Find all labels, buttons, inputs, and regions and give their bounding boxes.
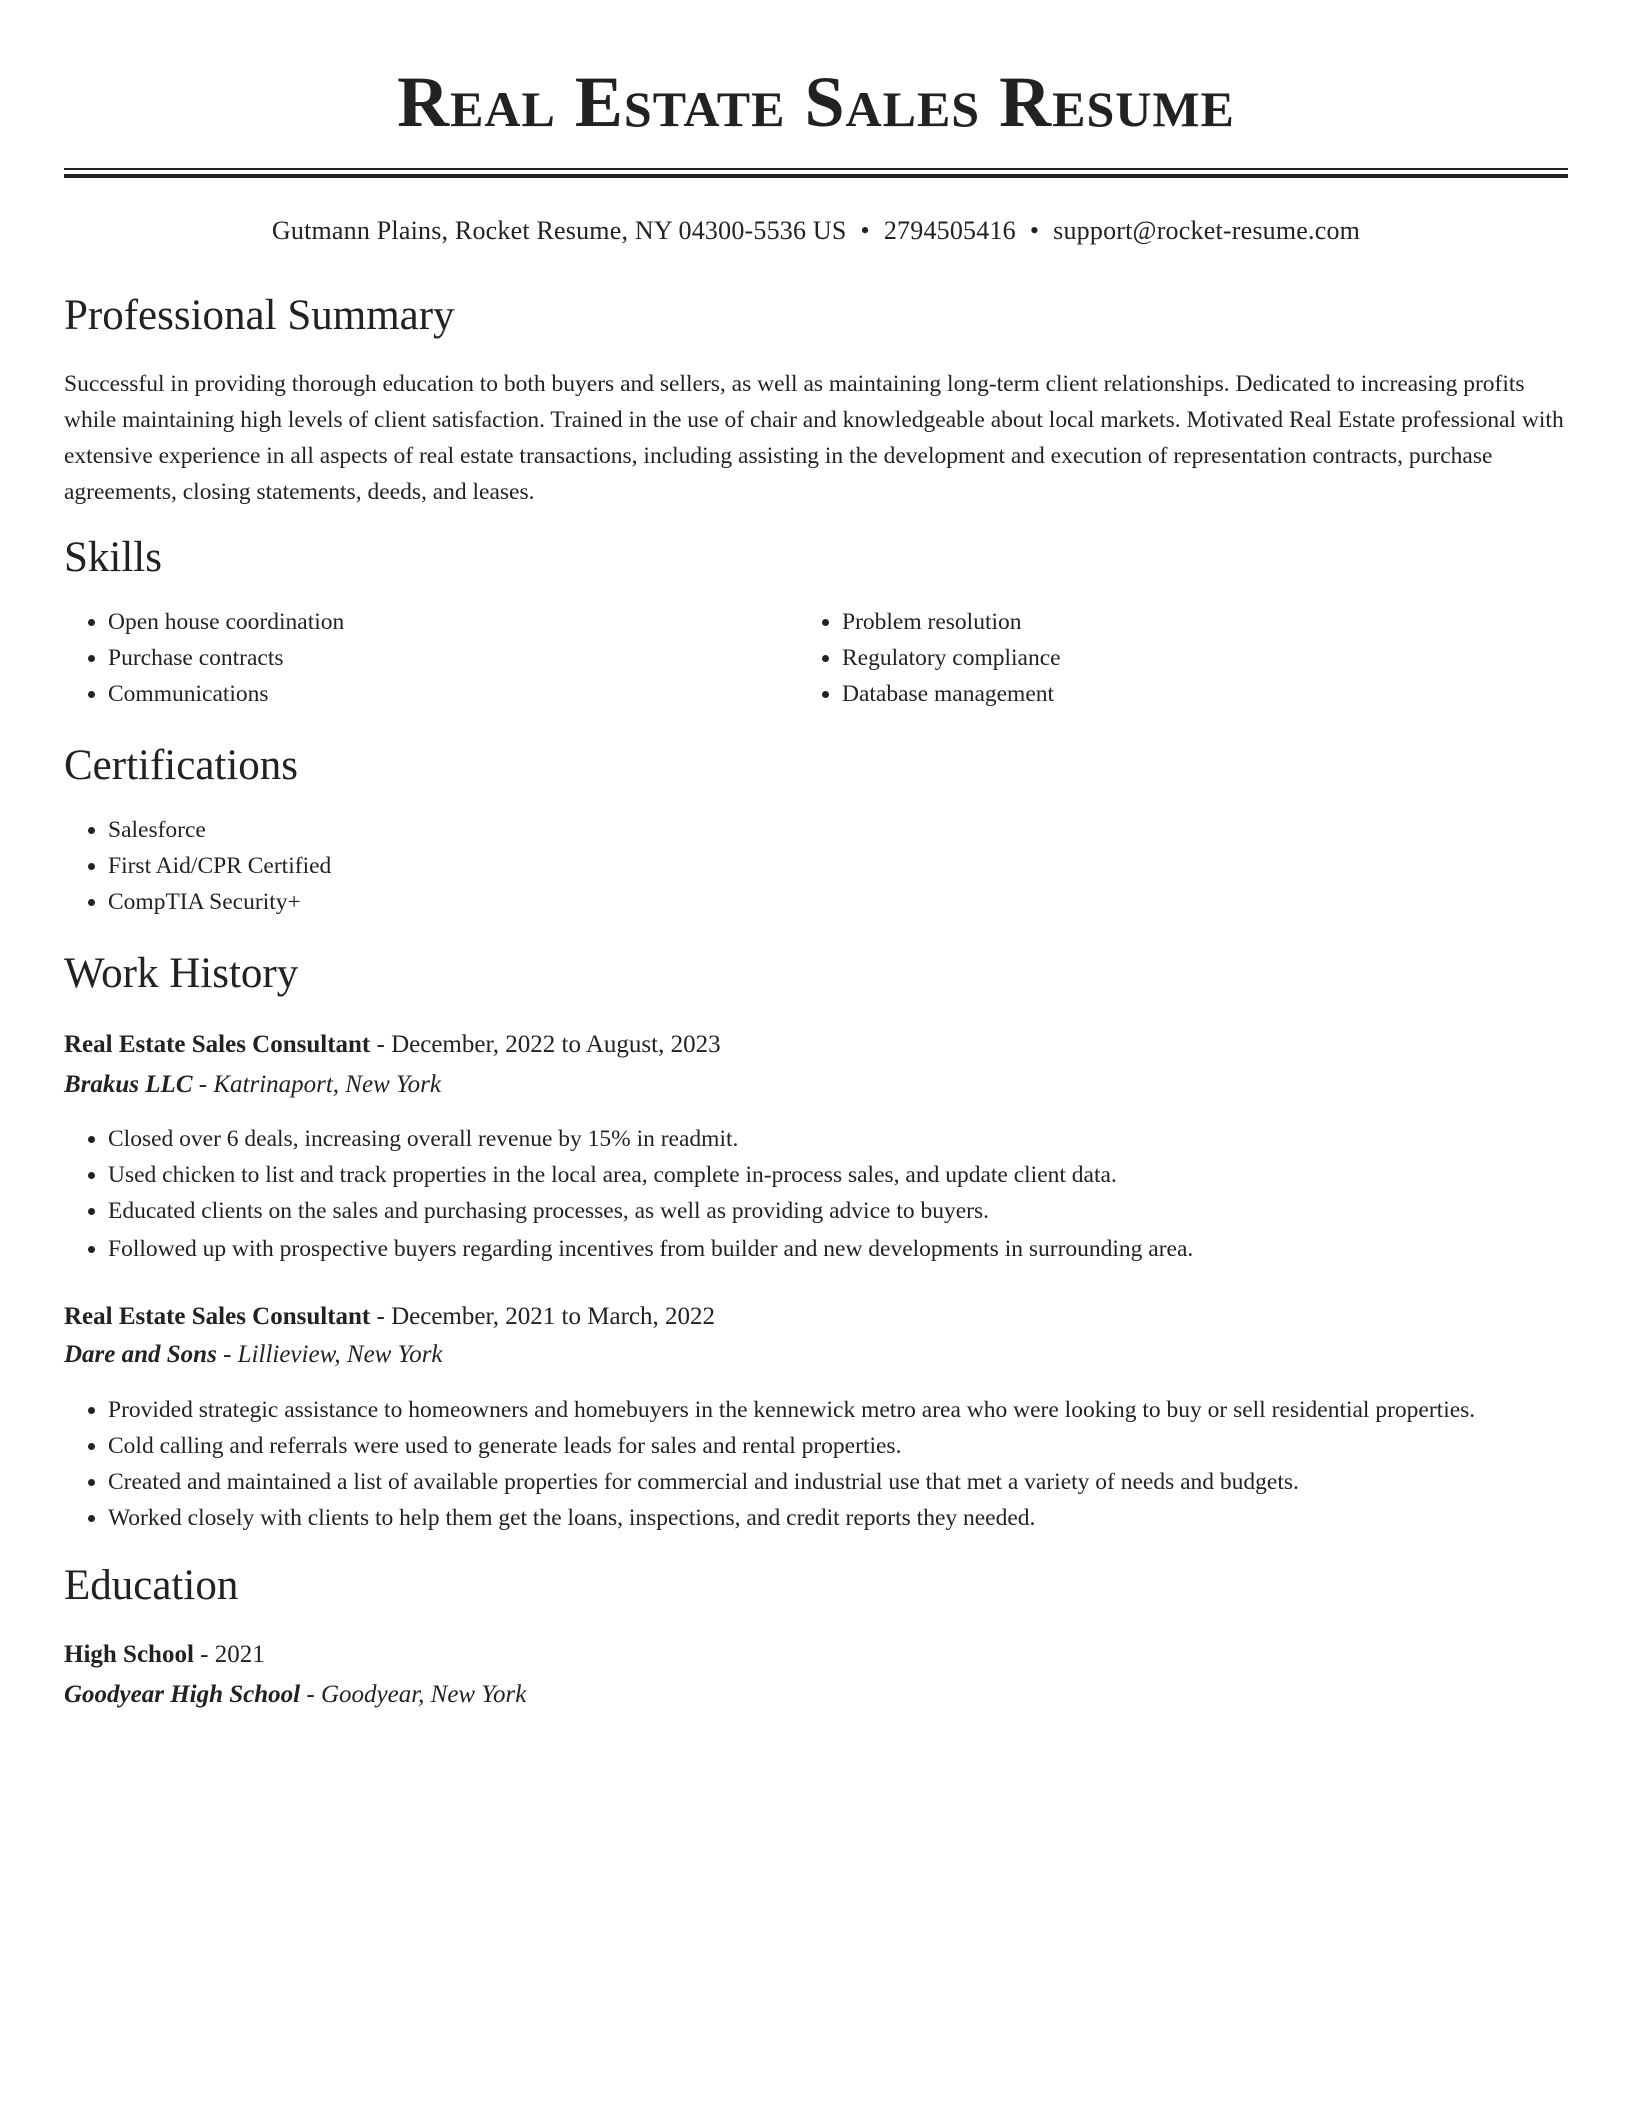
education-school: Goodyear High School [64,1681,301,1708]
job-duty-item: • Provided strategic assistance to homeowners and homebuyers in the kennewick metro area who were looking to buy or sell residential properties. [108,1392,1612,1428]
certifications-list [64,812,1508,920]
summary-heading: Professional Summary [64,292,455,339]
job-title: Real Estate Sales Consultant [64,1303,371,1330]
skill-item: • Open house coordination [108,604,798,640]
contact-separator: • [860,216,870,245]
skills-heading: Skills [64,534,162,581]
contact-line [64,214,1568,248]
job-duties-list [64,1392,1612,1536]
job-location: - Lillieview, New York [216,1341,443,1368]
contact-email: support@rocket-resume.com [1053,216,1361,245]
skills-list-right [798,604,1542,712]
job-company: Brakus LLC [64,1071,193,1098]
job-duty-item: • Closed over 6 deals, increasing overall revenue by 15% in readmit. [108,1121,1568,1157]
education-heading: Education [64,1562,239,1609]
education-school-line [64,1678,526,1712]
certifications-heading: Certifications [64,742,299,789]
summary-text: Successful in providing thorough education to both buyers and sellers, as well as maintaining long-term client relationships. Dedicated to increasing profits while maintaining high levels of client satisfaction. Trained in the use of chair and knowledgeable about local markets. Motivated Real Estate professional with extensive experience in all aspects of real estate transactions, including assisting in the development and execution of representation contracts, purchase agreements, closing statements, deeds, and leases. [64,371,1564,505]
contact-separator: • [1029,216,1040,245]
certification-item: • CompTIA Security+ [108,884,1508,920]
skill-item: • Regulatory compliance [842,640,1542,676]
job-company: Dare and Sons [64,1341,217,1368]
resume-title: Real Estate Sales Resume [397,62,1235,142]
education-location: - Goodyear, New York [300,1681,527,1708]
job-location: - Katrinaport, New York [192,1071,441,1098]
job-title: Real Estate Sales Consultant [64,1031,371,1058]
job-duty-item: • Created and maintained a list of available properties for commercial and industrial use that met a variety of needs and budgets. [108,1464,1612,1500]
skill-item: • Communications [108,676,798,712]
job-duty-item: • Educated clients on the sales and purchasing processes, as well as providing advice to buyers. [108,1193,1568,1229]
job-title-line [64,1028,721,1062]
job-dates: - December, 2021 to March, 2022 [370,1303,715,1330]
title-divider-thin [64,168,1568,170]
job-duty-item: • Followed up with prospective buyers regarding incentives from builder and new developments in surrounding area. [108,1231,1568,1267]
skills-list-left [64,604,798,712]
job-company-line [64,1068,441,1102]
certification-item: • First Aid/CPR Certified [108,848,1508,884]
job-duties-list [64,1121,1568,1267]
title-divider-thick [64,174,1568,178]
job-dates: - December, 2022 to August, 2023 [370,1031,721,1058]
education-degree-line [64,1638,265,1672]
resume-page [64,0,1568,1708]
work-history-heading: Work History [64,950,299,997]
job-company-line [64,1338,443,1372]
job-duty-item: • Cold calling and referrals were used to generate leads for sales and rental properties. [108,1428,1612,1464]
contact-address: Gutmann Plains, Rocket Resume, NY 04300-5536 US [271,216,847,245]
contact-phone: 2794505416 [883,216,1016,245]
education-year: - 2021 [193,1641,265,1668]
skill-item: • Purchase contracts [108,640,798,676]
skill-item: • Problem resolution [842,604,1542,640]
job-duty-item: • Worked closely with clients to help them get the loans, inspections, and credit reports they needed. [108,1500,1612,1536]
education-degree: High School [64,1641,194,1668]
certification-item: • Salesforce [108,812,1508,848]
skill-item: • Database management [842,676,1542,712]
job-title-line [64,1300,715,1334]
job-duty-item: • Used chicken to list and track properties in the local area, complete in-process sales, and update client data. [108,1157,1568,1193]
